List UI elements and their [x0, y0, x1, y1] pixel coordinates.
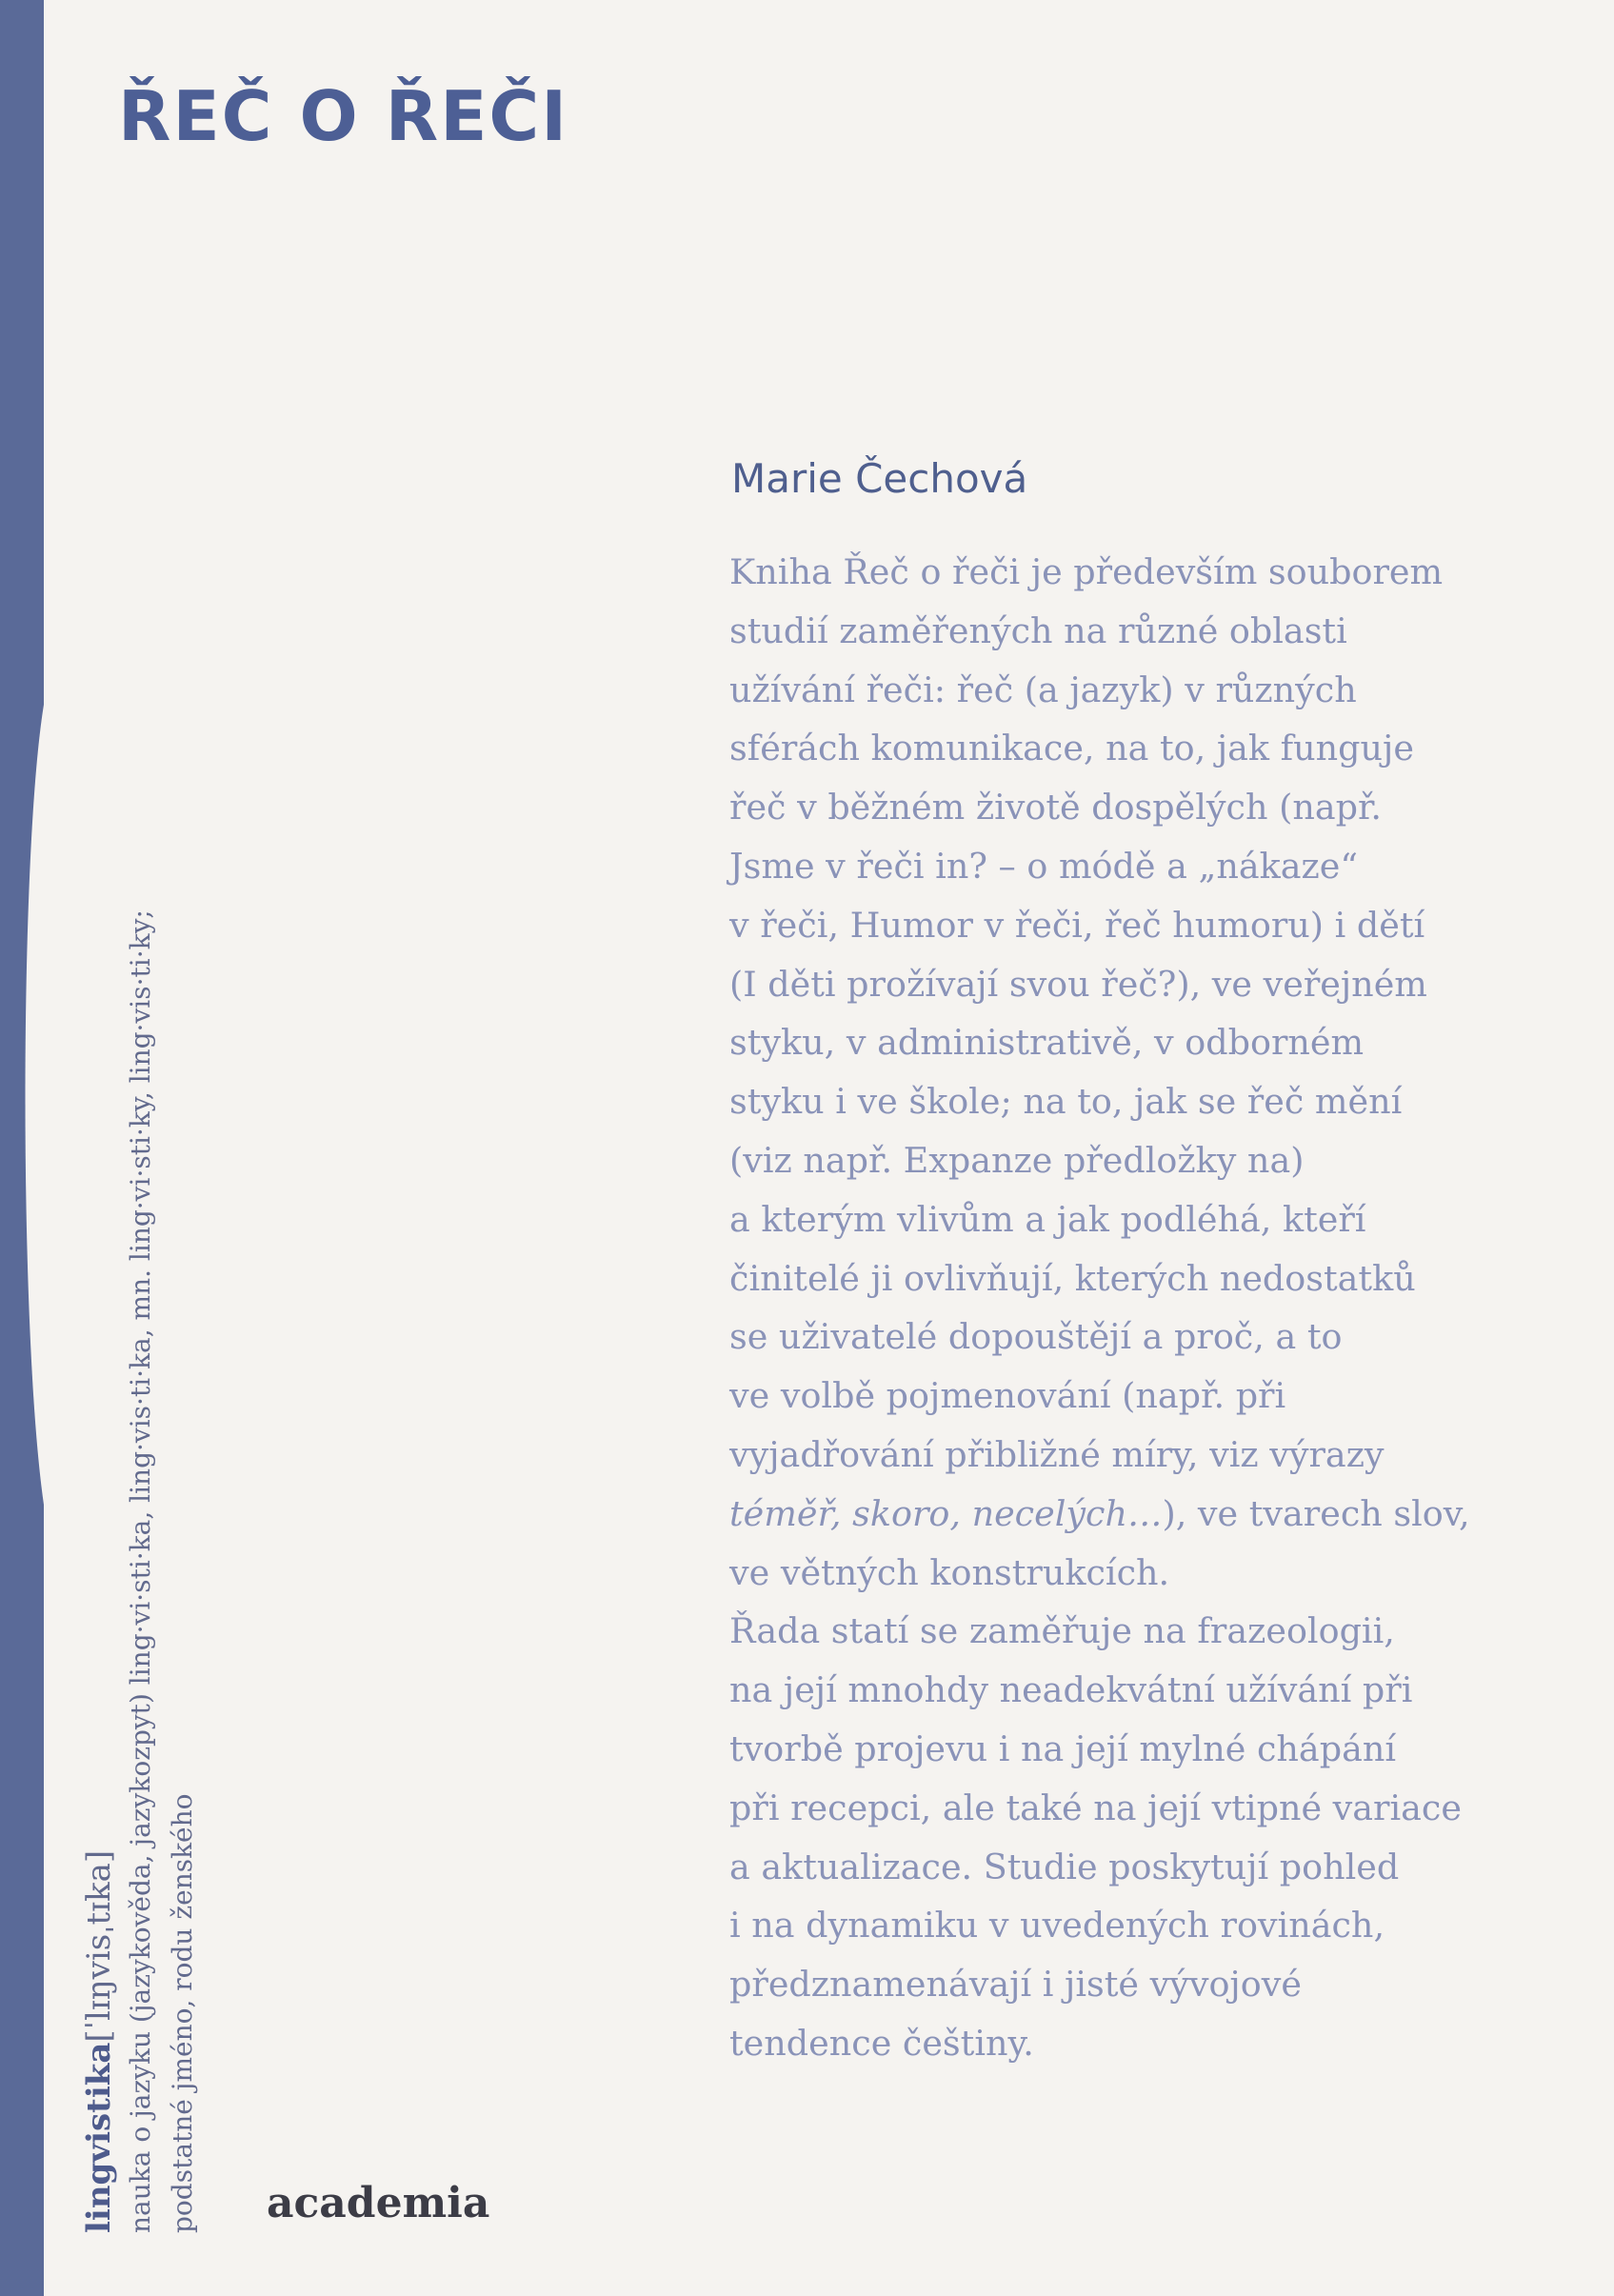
definition-headword: lingvistika: [80, 2042, 118, 2233]
blurb-line: Řada statí se zaměřuje na frazeologii,: [729, 1610, 1395, 1652]
definition-headline: [78, 909, 120, 2233]
blurb-line: ve volbě pojmenování (např. při: [729, 1375, 1286, 1417]
blurb-line: i na dynamiku v uvedených rovinách,: [729, 1905, 1385, 1947]
blurb-line: předznamenávají i jisté vývojové: [729, 1964, 1302, 2006]
blurb-line: užívání řeči: řeč (a jazyk) v různých: [729, 669, 1357, 710]
definition-line: podstatné jméno, rodu ženského: [167, 1793, 198, 2233]
blurb-line: sférách komunikace, na to, jak funguje: [729, 728, 1414, 769]
blurb-line: při recepci, ale také na její vtipné variace: [729, 1787, 1462, 1828]
blurb-line: a kterým vlivům a jak podléhá, kteří: [729, 1198, 1366, 1240]
blurb-line: ve větných konstrukcích.: [729, 1551, 1170, 1593]
author-name: Marie Čechová: [731, 455, 1028, 502]
blurb-line: a aktualizace. Studie poskytují pohled: [729, 1846, 1400, 1887]
publisher-logo-text: academia: [267, 2179, 490, 2227]
series-definition-vertical: [78, 909, 204, 2233]
blurb-line: (I děti prožívají svou řeč?), ve veřejném: [729, 963, 1427, 1005]
book-title: ŘEČ O ŘEČI: [118, 76, 569, 156]
blurb-line: v řeči, Humor v řeči, řeč humoru) i dětí: [729, 904, 1425, 946]
blurb-line: na její mnohdy neadekvátní užívání při: [729, 1669, 1413, 1711]
blurb-line: styku i ve škole; na to, jak se řeč mění: [729, 1081, 1403, 1123]
blurb-text: [729, 543, 1586, 2073]
blurb-line: studií zaměřených na různé oblasti: [729, 609, 1347, 651]
spine-curve-decoration: [0, 0, 57, 2296]
blurb-line: Kniha Řeč o řeči je především souborem: [729, 551, 1444, 592]
blurb-line: se uživatelé dopouštějí a proč, a to: [729, 1316, 1343, 1358]
blurb-line: Jsme v řeči in? – o módě a „nákaze“: [729, 845, 1359, 887]
blurb-line-tail: ), ve tvarech slov,: [1162, 1492, 1470, 1534]
blurb-line: tendence češtiny.: [729, 2022, 1034, 2064]
definition-line: nauka o jazyku (jazykověda, jazykozpyt) ling·vi·sti·ka, ling·vis·ti·ka, mn. ling·vi·sti·ky, ling·vis·ti·ky;: [125, 909, 156, 2233]
blurb-line: řeč v běžném životě dospělých (např.: [729, 787, 1382, 829]
blurb-line: (viz např. Expanze předložky na): [729, 1139, 1305, 1181]
blurb-line: činitelé ji ovlivňují, kterých nedostatků: [729, 1257, 1416, 1299]
blurb-italic-examples: téměř, skoro, necelých…: [729, 1492, 1163, 1534]
blurb-line: tvorbě projevu i na její mylné chápání: [729, 1727, 1397, 1769]
blurb-line-mixed: [729, 1485, 1586, 1544]
blurb-line: vyjadřování přibližné míry, viz výrazy: [729, 1433, 1385, 1475]
definition-pronunciation: [ˈlɪŋvisˌtɪka]: [80, 1849, 118, 2043]
blurb-line: styku, v administrativě, v odborném: [729, 1022, 1365, 1064]
